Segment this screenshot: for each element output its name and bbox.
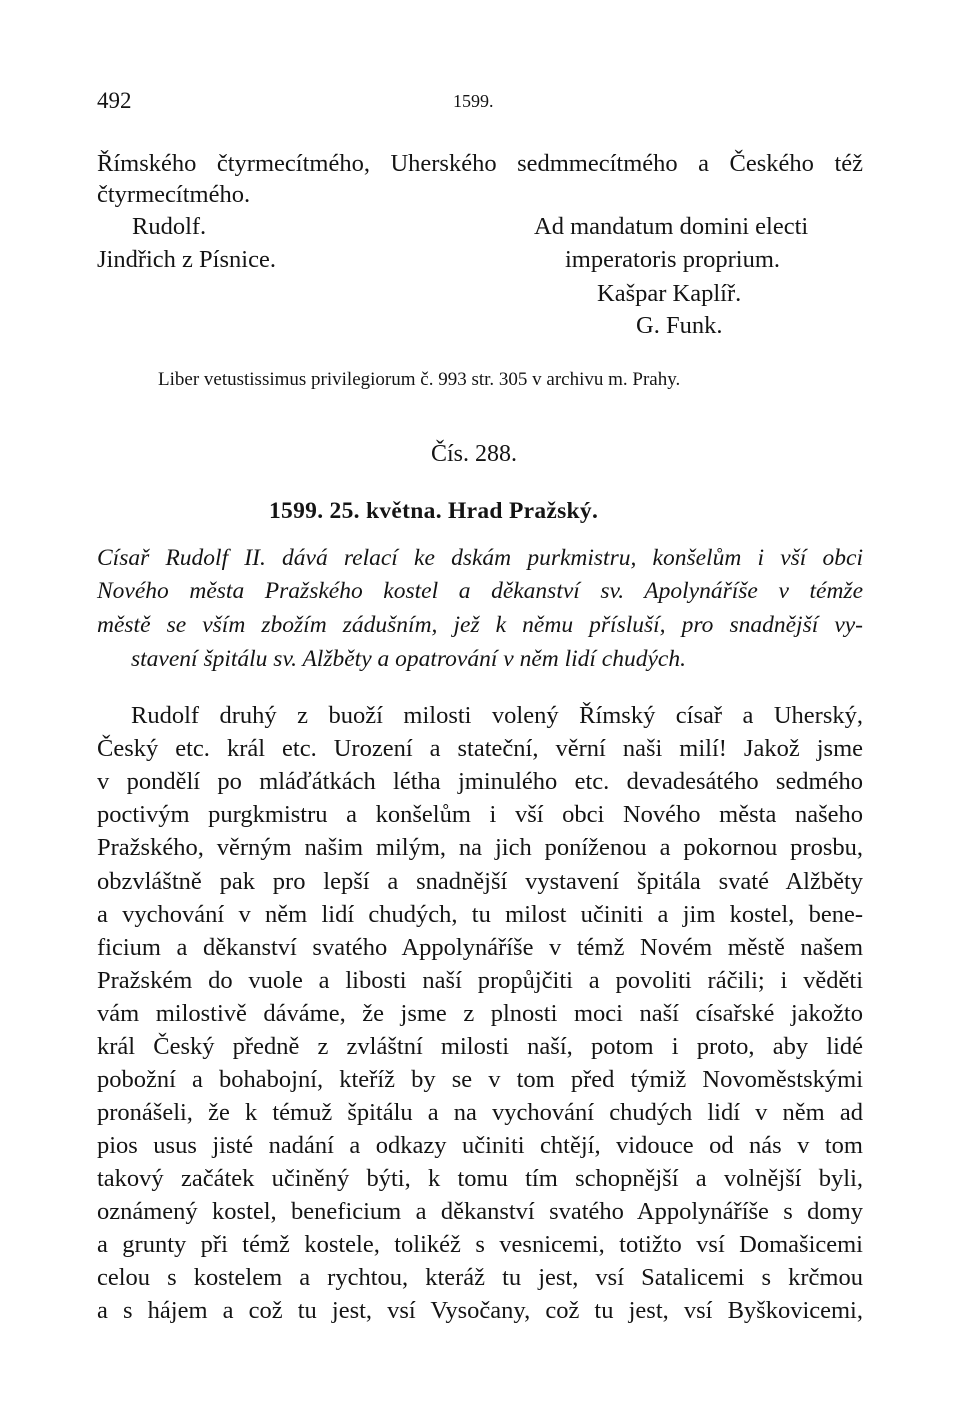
body-line: oznámený kostel, beneficium a děkanství svatého Appolynáříše s domy — [97, 1198, 863, 1225]
body-line: pobožní a bohabojní, kteříž by se v tom před týmiž Novoměstskými — [97, 1066, 863, 1093]
body-line: celou s kostelem a rychtou, kteráž tu jest, vsí Satalicemi s krčmou — [97, 1264, 863, 1291]
body-line: Pražského, věrným našim milým, na jich poníženou a pokornou prosbu, — [97, 834, 863, 861]
body-line: pios usus jisté nadání a odkazy učiniti chtějí, vidouce od nás v tom — [97, 1132, 863, 1159]
body-line: a s hájem a což tu jest, vsí Vysočany, což tu jest, vsí Byškovicemi, — [97, 1297, 863, 1324]
body-line: Pražském do vuole a libosti naší propůjčiti a povoliti ráčili; i věděti — [97, 967, 863, 994]
closing-line-2: čtyrmecítmého. — [97, 181, 251, 208]
running-head-year: 1599. — [453, 91, 494, 111]
document-heading: 1599. 25. května. Hrad Pražský. — [269, 498, 599, 524]
body-line: Rudolf druhý z buoží milosti volený Římský císař a Uherský, — [131, 702, 863, 729]
regest-line: stavení špitálu sv. Alžběty a opatrování v něm lidí chudých. — [131, 646, 686, 672]
mandate-line-2: imperatoris proprium. — [565, 246, 781, 273]
body-line: obzvláštně pak pro lepší a snadnější vystavení špitála svaté Alžběty — [97, 868, 863, 895]
body-line: v pondělí po mláďátkách létha jminulého etc. devadesátého sedmého — [97, 768, 863, 795]
source-note: Liber vetustissimus privilegiorum č. 993 str. 305 v archivu m. Prahy. — [158, 369, 681, 390]
signature-kaspar: Kašpar Kaplíř. — [597, 280, 742, 307]
regest-line: městě se vším zbožím zádušním, jež k němu přísluší, pro snadnější vy- — [97, 612, 863, 638]
body-line: a vychování v něm lidí chudých, tu milost učiniti a jim kostel, bene- — [97, 901, 863, 928]
document-number: Čís. 288. — [431, 441, 518, 467]
body-line: vám milostivě dáváme, že jsme z plnosti moci naší císařské jakožto — [97, 1000, 863, 1027]
body-line: ficium a děkanství svatého Appolynáříše v témž Novém městě našem — [97, 934, 863, 961]
body-line: takový začátek učiněný býti, k tomu tím schopnější a volnější byli, — [97, 1165, 863, 1192]
regest-line: Nového města Pražského kostel a děkanství sv. Apolynáříše v témže — [97, 578, 863, 604]
page-number: 492 — [97, 88, 132, 113]
signature-rudolf: Rudolf. — [132, 213, 207, 240]
body-line: král Český předně z zvláštní milosti naší, potom i proto, aby lidé — [97, 1033, 863, 1060]
regest-line: Císař Rudolf II. dává relací ke dskám purkmistru, konšelům i vší obci — [97, 545, 863, 571]
mandate-line-1: Ad mandatum domini electi — [534, 213, 809, 240]
body-line: Český etc. král etc. Urození a stateční, věrní naši milí! Jakož jsme — [97, 735, 863, 762]
signature-funk: G. Funk. — [636, 312, 723, 339]
body-line: a grunty při témž kostele, tolikéž s vesnicemi, totižto vsí Domašicemi — [97, 1231, 863, 1258]
body-line: poctivým purgkmistru a konšelům i vší obci Nového města našeho — [97, 801, 863, 828]
closing-line-1: Římského čtyrmecítmého, Uherského sedmmecítmého a Českého též — [97, 150, 863, 177]
body-line: pronášeli, že k témuž špitálu a na vychování chudých lidí v něm ad — [97, 1099, 863, 1126]
signature-jindrich: Jindřich z Písnice. — [97, 246, 276, 273]
